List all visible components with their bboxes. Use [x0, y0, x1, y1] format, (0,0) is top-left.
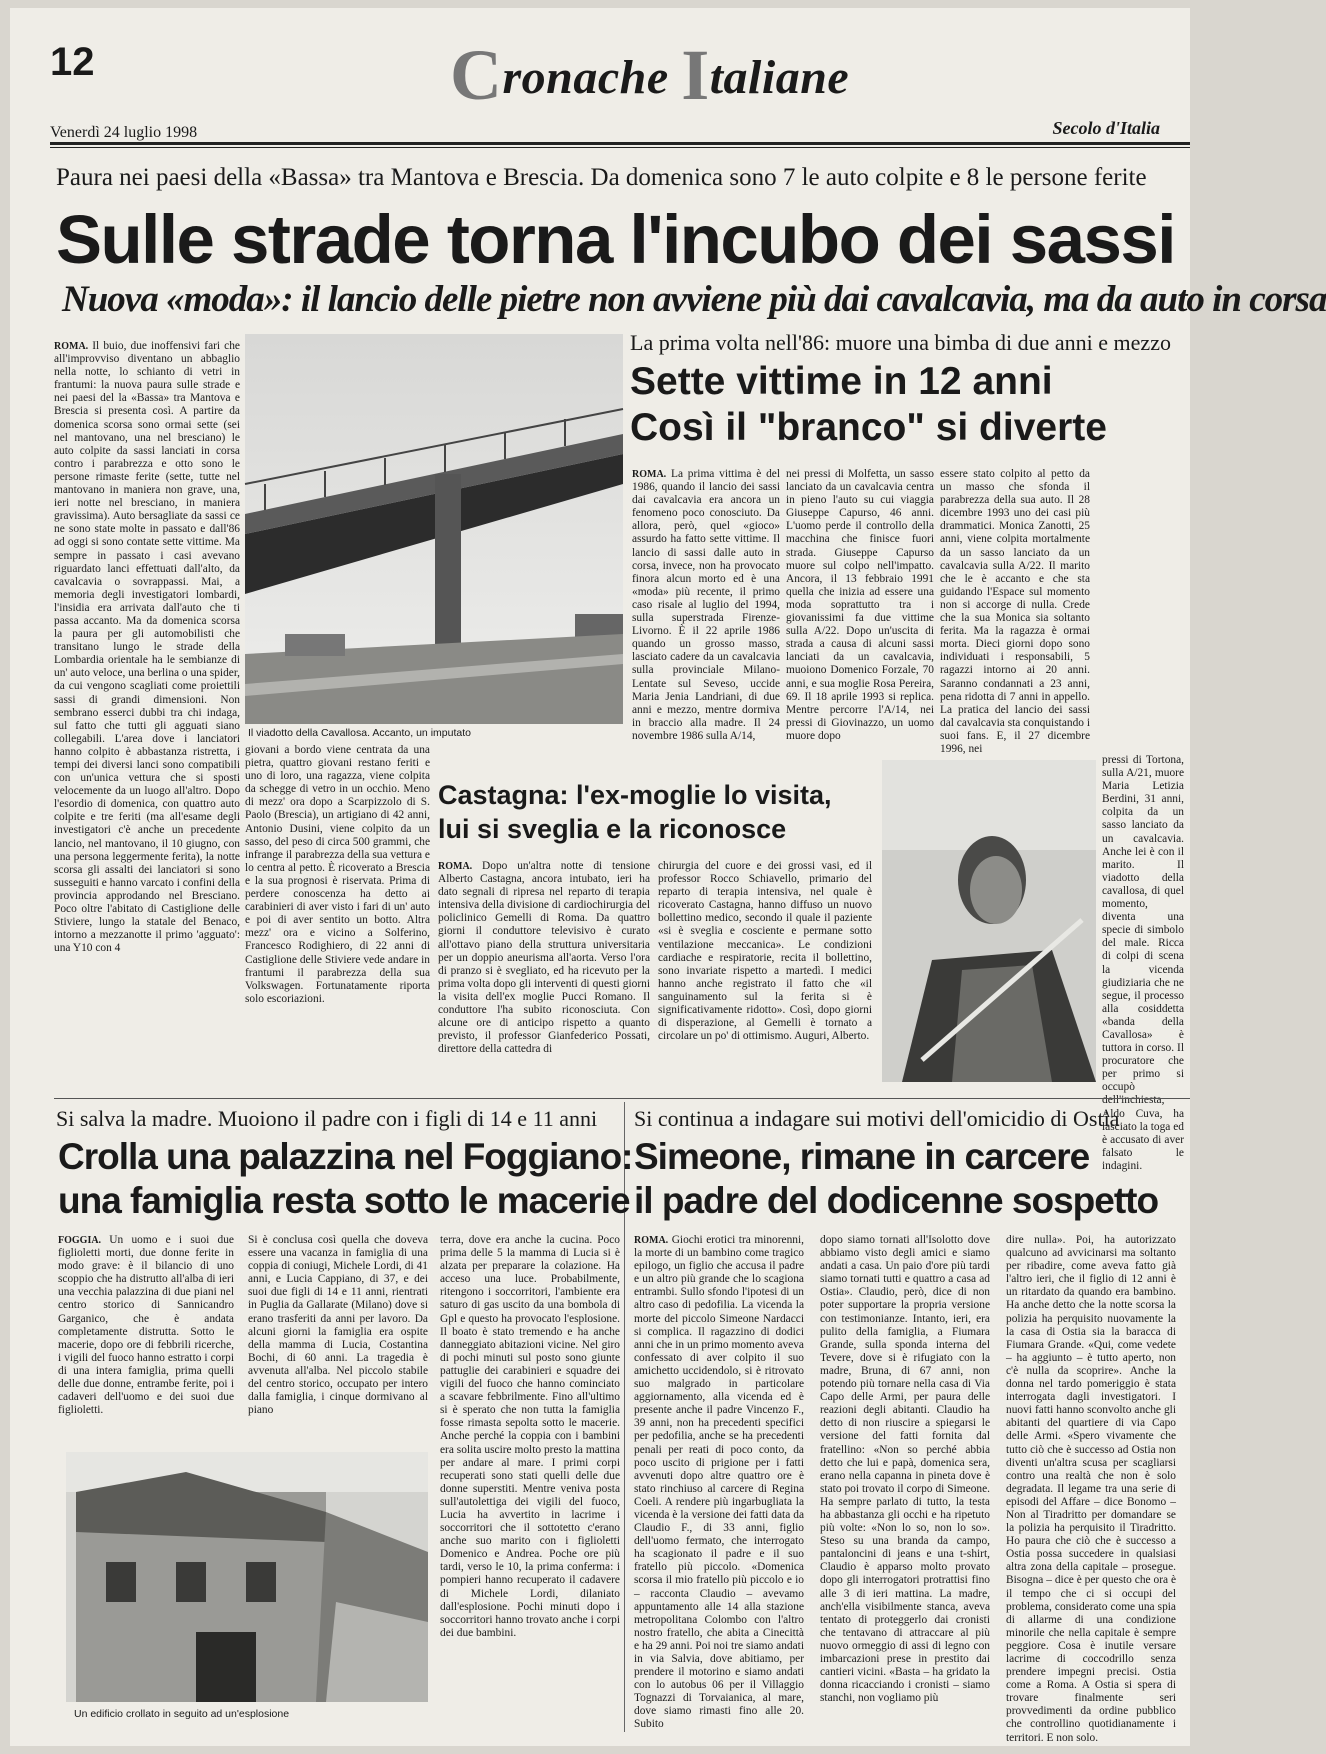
masthead-rule-thin [50, 147, 1190, 148]
portrait-illustration [882, 760, 1096, 1082]
foggia-kicker: Si salva la madre. Muoiono il padre con i figli di 14 e 11 anni [56, 1106, 598, 1131]
sidebar-dateline: ROMA. [632, 469, 667, 480]
sidebar-headline-2: Così il "branco" si diverte [630, 406, 1107, 449]
building-illustration [66, 1452, 428, 1702]
foggia-column-2: Si è conclusa così quella che doveva essere una vacanza in famiglia di una coppia di coniugi, Michele Lordi, di 41 anni, e Lucia Cappiano, di 37, e dei suoi due figli di 14 e 11 anni, rientrati in Puglia da Gallarate (Milano) dove si erano trasferiti da anni per lavoro. Da alcuni giorni la famiglia era ospite della mamma di Lucia, Costantina Bochi, di 60 anni. La tragedia è avvenuta all'alba. Nel piccolo stabile del centro storico, occupato per intero dalla famiglia, i cinque dormivano al piano [248, 1234, 428, 1417]
page-number: 12 [50, 40, 95, 84]
foggia-headline-2: una famiglia resta sotto le macerie [58, 1180, 630, 1221]
ostia-column-3: dire nulla». Poi, ha autorizzato qualcuno ad avvicinarsi ma soltanto per ribadire, come aveva fatto già l'altro ieri, che il figlio di 12 anni è un ritardato da quando era bambino. Ha anche detto che la notte scorsa la polizia ha perquisito nuovamente la la casa di Ostia sia la baracca di Fiumara Grande. «Qui, come vedete – ha aggiunto – è tutto aperto, non c'è nulla da scoprire». Anche la donna nel tardo pomeriggio è stata interrogata dagli investigatori. I nuovi fatti hanno sconvolto anche gli abitanti del quartiere di via Capo delle Armi. «Spero vivamente che tutto ciò che è successo ad Ostia non diventi un'altra scusa per scagliarsi contro una realtà che non è solo degradata. Il legame tra una serie di episodi del Affare – dice Bonomo – Non al Tiradritto per domandare se la polizia ha perquisito il Tiradritto. Ho paura che ciò che è successo a Ostia possa succedere in qualsiasi altra zona della capitale – prosegue. Bisogna – dice è per questo che ora è il tempo che ci si occupi del problema, considerato come una spia di allarme di una condizione minorile che nella capitale è sempre peggiore. Cosa è inutile versare lacrime di coccodrillo senza prendere impegni precisi. Ostia come a Roma. A Ostia si spera di trovare finalmente seri provvedimenti da ordine pubblico che controllino quotidianamente i territori. E non solo. [1006, 1234, 1176, 1744]
sidebar-column-1 [632, 468, 780, 750]
newspaper-page [10, 8, 1326, 1746]
sidebar-column-3: essere stato colpito al petto da un masso che sfonda il parabrezza della sua auto. Il 28 dicembre 1993 uno dei casi più drammatici. Monica Zanotti, 25 anni, viene colpita mortalmente da un sasso lanciato da un cavalcavia sulla A/22. Il marito che le è accanto e che sta guidando l'Espace sul momento non si accorge di nulla. Crede che la sua Monica sia soltanto ferita. Ma la ragazza è ormai morta. Dieci giorni dopo sono individuati i responsabili, 5 ragazzi intorno ai 20 anni. Saranno condannati a 23 anni, pena ridotta di 7 anni in appello. La pratica del lancio dei sassi dal cavalcavia sta conquistando i suoi fans. E, il 27 dicembre 1996, nei [940, 468, 1090, 755]
lead-dateline: ROMA. [54, 341, 89, 352]
foggia-body-1: Un uomo e i suoi due figlioletti morti, due donne ferite in modo grave: è il bilancio di uno scoppio che ha distrutto all'alba di ieri una vecchia palazzina di due piani nel centro storico di Sannicandro Garganico, che è andata completamente distrutta. Sotto le macerie, dopo ore di febbrili ricerche, i vigili del fuoco hanno estratto i corpi di una intera famiglia, prima quelli delle due donne, entrambe ferite, poi i cadaveri dell'uomo e dei suoi due figlioletti. [58, 1234, 234, 1417]
lead-headline: Sulle strade torna l'incubo dei sassi [56, 201, 1175, 278]
ostia-column-1 [634, 1234, 804, 1734]
castagna-headline-1: Castagna: l'ex-moglie lo visita, [438, 780, 832, 810]
foggia-dateline: FOGGIA. [58, 1235, 102, 1246]
section-word-2: taliane [709, 51, 850, 104]
building-photo [66, 1452, 428, 1702]
castagna-column-2: chirurgia del cuore e dei grossi vasi, ed il professor Rocco Schiavello, primario del reparto di terapia intensiva, nel quale è ricoverato Castagna, hanno diffuso un nuovo bollettino medico, secondo il quale il paziente «si è sveglia e cosciente e permane sotto ventilazione meccanica». Le condizioni cardiache e respiratorie, recita il bollettino, sono invariate rispetto a martedì. I medici hanno anche registrato il fatto che «il sanguinamento sul la ferita si è significativamente ridotto». Così, dopo giorni di disperazione, al Gemelli è tornato a circolare un po' di ottimismo. Auguri, Alberto. [658, 860, 872, 1043]
castagna-column-1 [438, 860, 650, 1076]
castagna-headline-2: lui si sveglia e la riconosce [438, 814, 787, 844]
lead-subheadline: Nuova «moda»: il lancio delle pietre non avviene più dai cavalcavia, ma da auto in corsa [62, 279, 1326, 320]
sidebar-column-4: pressi di Tortona, sulla A/21, muore Maria Letizia Berdini, 31 anni, colpita da un sasso lanciato da un cavalcavia. Anche lei è con il marito. Il viadotto della cavallosa, di quel momento, diventa una specie di simbolo del male. Ricca di colpi di scena la vicenda giudiziaria che ne segue, il processo alla cosiddetta «banda della Cavallosa» è tuttora in corso. Il procuratore che per primo si occupò dell'inchiesta, Aldo Cuva, ha lasciato la toga ed è accusato di aver falsato le indagini. [1102, 754, 1184, 1172]
lead-body-1: Il buio, due inoffensivi fari che all'improvviso diventano un abbaglio nella notte, lo schianto di vetri in frantumi: la nuova paura sulle strade e nei paesi del la «Bassa» tra Mantova e Brescia si presenta così. A partire da domenica scorsa sono ormai sette (sei nel mantovano, una nel bresciano) le auto colpite da sassi lanciati in corsa contro i parabrezza e otto sono le persone rimaste ferite (sette, tutte nel mantovano in maniera non grave, una, ieri notte nel bresciano, in maniera gravissima). Auto bersagliate da sassi ce ne sono state molte in passato e dall'86 ad oggi si sono contate sette vittime. Ma sempre in passato i casi avevano riguardato lanci effettuati dall'alto, da cavalcavia o sovrappassi. Mai, a memoria degli investigatori lombardi, l'insidia era arrivata dall'auto che ti passa accanto. Ma da domenica scorsa la paura per gli automobilisti che transitano lungo le strade della Lombardia orientale ha le sembianze di un' auto veloce, una berlina o una spider, da cui vengono scagliati come proiettili sassi di grandi dimensioni. Non sembrano esserci dubbi tra chi indaga, sul fatto che tutti gli agguati siano collegabili. L'area dove i lanciatori hanno colpito è abbastanza ristretta, i tempi dei diversi lanci sono compatibili con un'unica vettura che si sposti velocemente da un luogo all'altro. Dopo l'esordio di domenica, con quattro auto colpite e tre feriti (ma all'esame degli investigatori c'è anche un precedente lancio, nel mantovano, il 10 giugno, con una persona leggermente ferita), la notte scorsa gli assalti dei lanciatori si sono susseguiti e hanno varcato i confini della provincia approdando nel Bresciano. Poco oltre l'abitato di Castiglione delle Stiviere, lungo la statale del Benaco, intorno a mezzanotte il primo 'agguato': una Y10 con 4 [54, 340, 240, 955]
section-cap-i: I [681, 35, 710, 115]
lead-column-1 [54, 340, 240, 1076]
section-word-1: ronache [502, 51, 682, 104]
sidebar-headline-1: Sette vittime in 12 anni [630, 360, 1053, 403]
viaduct-illustration [245, 334, 623, 724]
lead-column-2: giovani a bordo viene centrata da una pietra, quattro giovani restano feriti e uno di loro, una ragazza, viene colpita da schegge di vetro in un occhio. Meno di mezz' ora dopo a Scarpizzolo di S. Paolo (Brescia), un artigiano di 42 anni, Antonio Dusini, viene colpito da un sasso, del peso di circa 500 grammi, che infrange il parabrezza della sua vettura e lo centra al petto. È ricoverato a Brescia e la sua prognosi è riservata. Prima di perdere conoscenza ha detto ai carabinieri di aver visto i fari di un' auto e poi di aver sentito un botto. Altra mezz' ora e vicino a Solferino, Francesco Rodighiero, di 22 anni di Castiglione delle Stiviere vede andare in frantumi il parabrezza della sua Volkswagen. Fortunatamente riporta solo escoriazioni. [245, 744, 430, 1005]
ostia-dateline: ROMA. [634, 1235, 669, 1246]
castagna-photo [882, 760, 1096, 1082]
ostia-kicker: Si continua a indagare sui motivi dell'omicidio di Ostia [634, 1106, 1120, 1131]
ostia-headline-1: Simeone, rimane in carcere [634, 1136, 1090, 1177]
sidebar-body-1: La prima vittima è del 1986, quando il lancio dei sassi dai cavalcavia era ancora un fenomeno poco conosciuto. Da allora, però, quel «gioco» assurdo ha fatto sette vittime. Il lancio di sassi dalle auto in corsa, invece, non ha provocato finora alcun morto ed è una «moda» più recente, il primo caso risale al luglio del 1994, sulla superstrada Firenze-Livorno. È il 22 aprile 1986 quando un grosso masso, lasciato cadere da un cavalcavia sulla provinciale Milano-Lentate sul Seveso, uccide Maria Jenia Landriani, di due anni e mezzo, mentre dormiva in braccio alla madre. Il 24 novembre 1986 sulla A/14, [632, 468, 780, 742]
ostia-column-2: dopo siamo tornati all'Isolotto dove abbiamo visto degli amici e siamo andati a casa. Un paio d'ore più tardi siamo tornati tutti e quattro a casa ad Ostia». Claudio, però, dice di non poter supportare la propria versione con testimonianze. Intanto, ieri, era pulito della famiglia, a Fiumara Grande, sulla sponda interna del Tevere, dove si è rifugiato con la madre, Bruna, di 67 anni, non potendo più tornare nella casa di Via Capo delle Armi, per paura delle reazioni degli abitanti. Claudio ha detto di non riuscire a spiegarsi le versione del fatti fornita dal fratellino: «Non so perché abbia detto che lui e papà, domenica sera, erano nella capanna in pineta dove è stato poi trovato il corpo di Simeone. Ha sempre parlato di tutto, la testa ha abbastanza gli occhi e ha ripetuto più volte: «Non lo so, non lo so». Steso su una branda da campo, pantaloncini di jeans e una t-shirt, Claudio è apparso molto provato dopo gli interrogatori protrattisi fino alle 3 di ieri mattina. La madre, anch'ella visibilmente stanca, aveva tentato di proteggerlo dai cronisti che tentavano di attraccare al più nuovo ormeggio di assi di legno con imbarcazioni prese in prestito dai cantieri vicini. «Basta – ha gridato la donna ricacciando i cronisti – siamo stanchi, non vogliamo più [820, 1234, 990, 1705]
sidebar-column-2: nei pressi di Molfetta, un sasso lanciato da un cavalcavia centra in pieno l'auto su cui viaggia Giuseppe Capurso, 46 anni. L'uomo perde il controllo della macchina che finisce fuori strada. Giuseppe Capurso muore sul colpo nell'impatto. Ancora, il 13 febbraio 1991 quella che inizia ad essere una moda soprattutto tra i giovanissimi fa due vittime sulla A/22. Dopo un'uscita di strada a causa di alcuni sassi lanciati da un cavalcavia, muoiono Domenico Forzale, 70 anni, e sua moglie Rosa Pereira, 69. Il 18 aprile 1993 si replica. Mentre percorre l'A/14, nei pressi di Giovinazzo, un uomo muore dopo [786, 468, 934, 742]
section-title [450, 34, 870, 117]
viaduct-caption: Il viadotto della Cavallosa. Accanto, un imputato [248, 727, 471, 739]
foggia-column-1 [58, 1234, 234, 1452]
castagna-body-1: Dopo un'altra notte di tensione Alberto Castagna, ancora intubato, ieri ha dato segnali di ripresa nel reparto di terapia intensiva della divisione di cardiochirurgia del policlinico Gemelli di Roma. Da quattro giorni il conduttore televisivo è curato all'ottavo piano della struttura universitaria per un doppio aneurisma all'aorta. Verso l'ora di pranzo si è svegliato, ed ha ricevuto per la prima volta dopo gli interventi di questi giorni la visita dell'ex moglie Pucci Romano. Il conduttore l'ha subito riconosciuta. Con alcune ore di anticipo rispetto a quanto previsto, il professor Gianfederico Possati, direttore della cattedra di [438, 860, 650, 1056]
masthead-rule [50, 142, 1190, 145]
foggia-headline-1: Crolla una palazzina nel Foggiano: [58, 1136, 633, 1177]
ostia-headline-2: il padre del dodicenne sospetto [634, 1180, 1159, 1221]
section-cap-c: C [450, 35, 503, 115]
section-divider [54, 1098, 1190, 1099]
castagna-dateline: ROMA. [438, 861, 473, 872]
ostia-body-1: Giochi erotici tra minorenni, la morte di un bambino come tragico epilogo, un figlio che accusa il padre e un altro più grande che lo scagiona entrambi. Sullo sfondo l'ipotesi di un altro caso di pedofilia. La vicenda la morte del piccolo Simeone Nardacci si complica. Il ragazzino di dodici anni che in un primo momento aveva confessato di aver colpito il suo amichetto uccidendolo, si è ritrovato suo malgrado in particolare aggiornamento, alla vicenda ed è presente anche il padre Vincenzo F., 39 anni, non ha precedenti specifici per pedofilia, anche se ha precedenti penali per reati di poco conto, da poco uscito di prigione per i fatti avvenuti dopo altre quattro ore è stato rinchiuso al carcere di Regina Coeli. A rendere più ingarbugliata la vicenda è la versione dei fatti data da Claudio F., di 33 anni, figlio dell'uomo fermato, che interrogato ha scagionato il padre e il suo fratello più piccolo. «Domenica scorsa il mio fratello più piccolo e io – racconta Claudio – avevamo appuntamento alle 14 alla stazione metropolitana Colombo con l'altro nostro fratello, che abita a Cinecittà e ha 29 anni. Poi noi tre siamo andati in via Salvia, dove abitiamo, per prendere il motorino e siamo andati con lo autobus 06 per il Villaggio Tognazzi di Torvaianica, al mare, dove siamo rimasti fino alle 20. Subito [634, 1234, 804, 1731]
foggia-column-3: terra, dove era anche la cucina. Poco prima delle 5 la mamma di Lucia si è alzata per preparare la colazione. Ha acceso una luce. Probabilmente, ritengono i soccorritori, l'ambiente era saturo di gas uscito da una bombola di Gpl e questo ha provocato l'esplosione. Il boato è stato tremendo e ha anche danneggiato abitazioni vicine. Nel giro di pochi minuti sul posto sono giunte pattuglie dei carabinieri e squadre dei vigili del fuoco che hanno cominciato a scavare febbrilmente. Fino all'ultimo si è sperato che non tutta la famiglia fosse rimasta sepolta sotto le macerie. Anche perché la coppia con i bambini era solita uscire molto presto la mattina per andare al mare. I primi corpi recuperati sono stati quelli delle due donne superstiti. Mentre veniva posta sull'autolettiga dei vigili del fuoco, Lucia ha avvertito in lacrime i soccorritori che il sottotetto c'erano anche suo marito con i figlioletti Domenico e Andrea. Poche ore più tardi, verso le 10, la prima conferma: i pompieri hanno recuperato il cadavere di Michele Lordi, dilaniato dall'esplosione. Pochi minuti dopo i soccorritori hanno trovato anche i corpi dei due bambini. [440, 1234, 620, 1639]
issue-date: Venerdì 24 luglio 1998 [50, 124, 198, 141]
building-caption: Un edificio crollato in seguito ad un'esplosione [74, 1708, 290, 1720]
lead-kicker: Paura nei paesi della «Bassa» tra Mantova e Brescia. Da domenica sono 7 le auto colpite e 8 le persone ferite [56, 164, 1147, 191]
paper-name: Secolo d'Italia [1052, 118, 1160, 138]
viaduct-photo [245, 334, 623, 724]
sidebar-kicker: La prima volta nell'86: muore una bimba di due anni e mezzo [630, 330, 1171, 355]
